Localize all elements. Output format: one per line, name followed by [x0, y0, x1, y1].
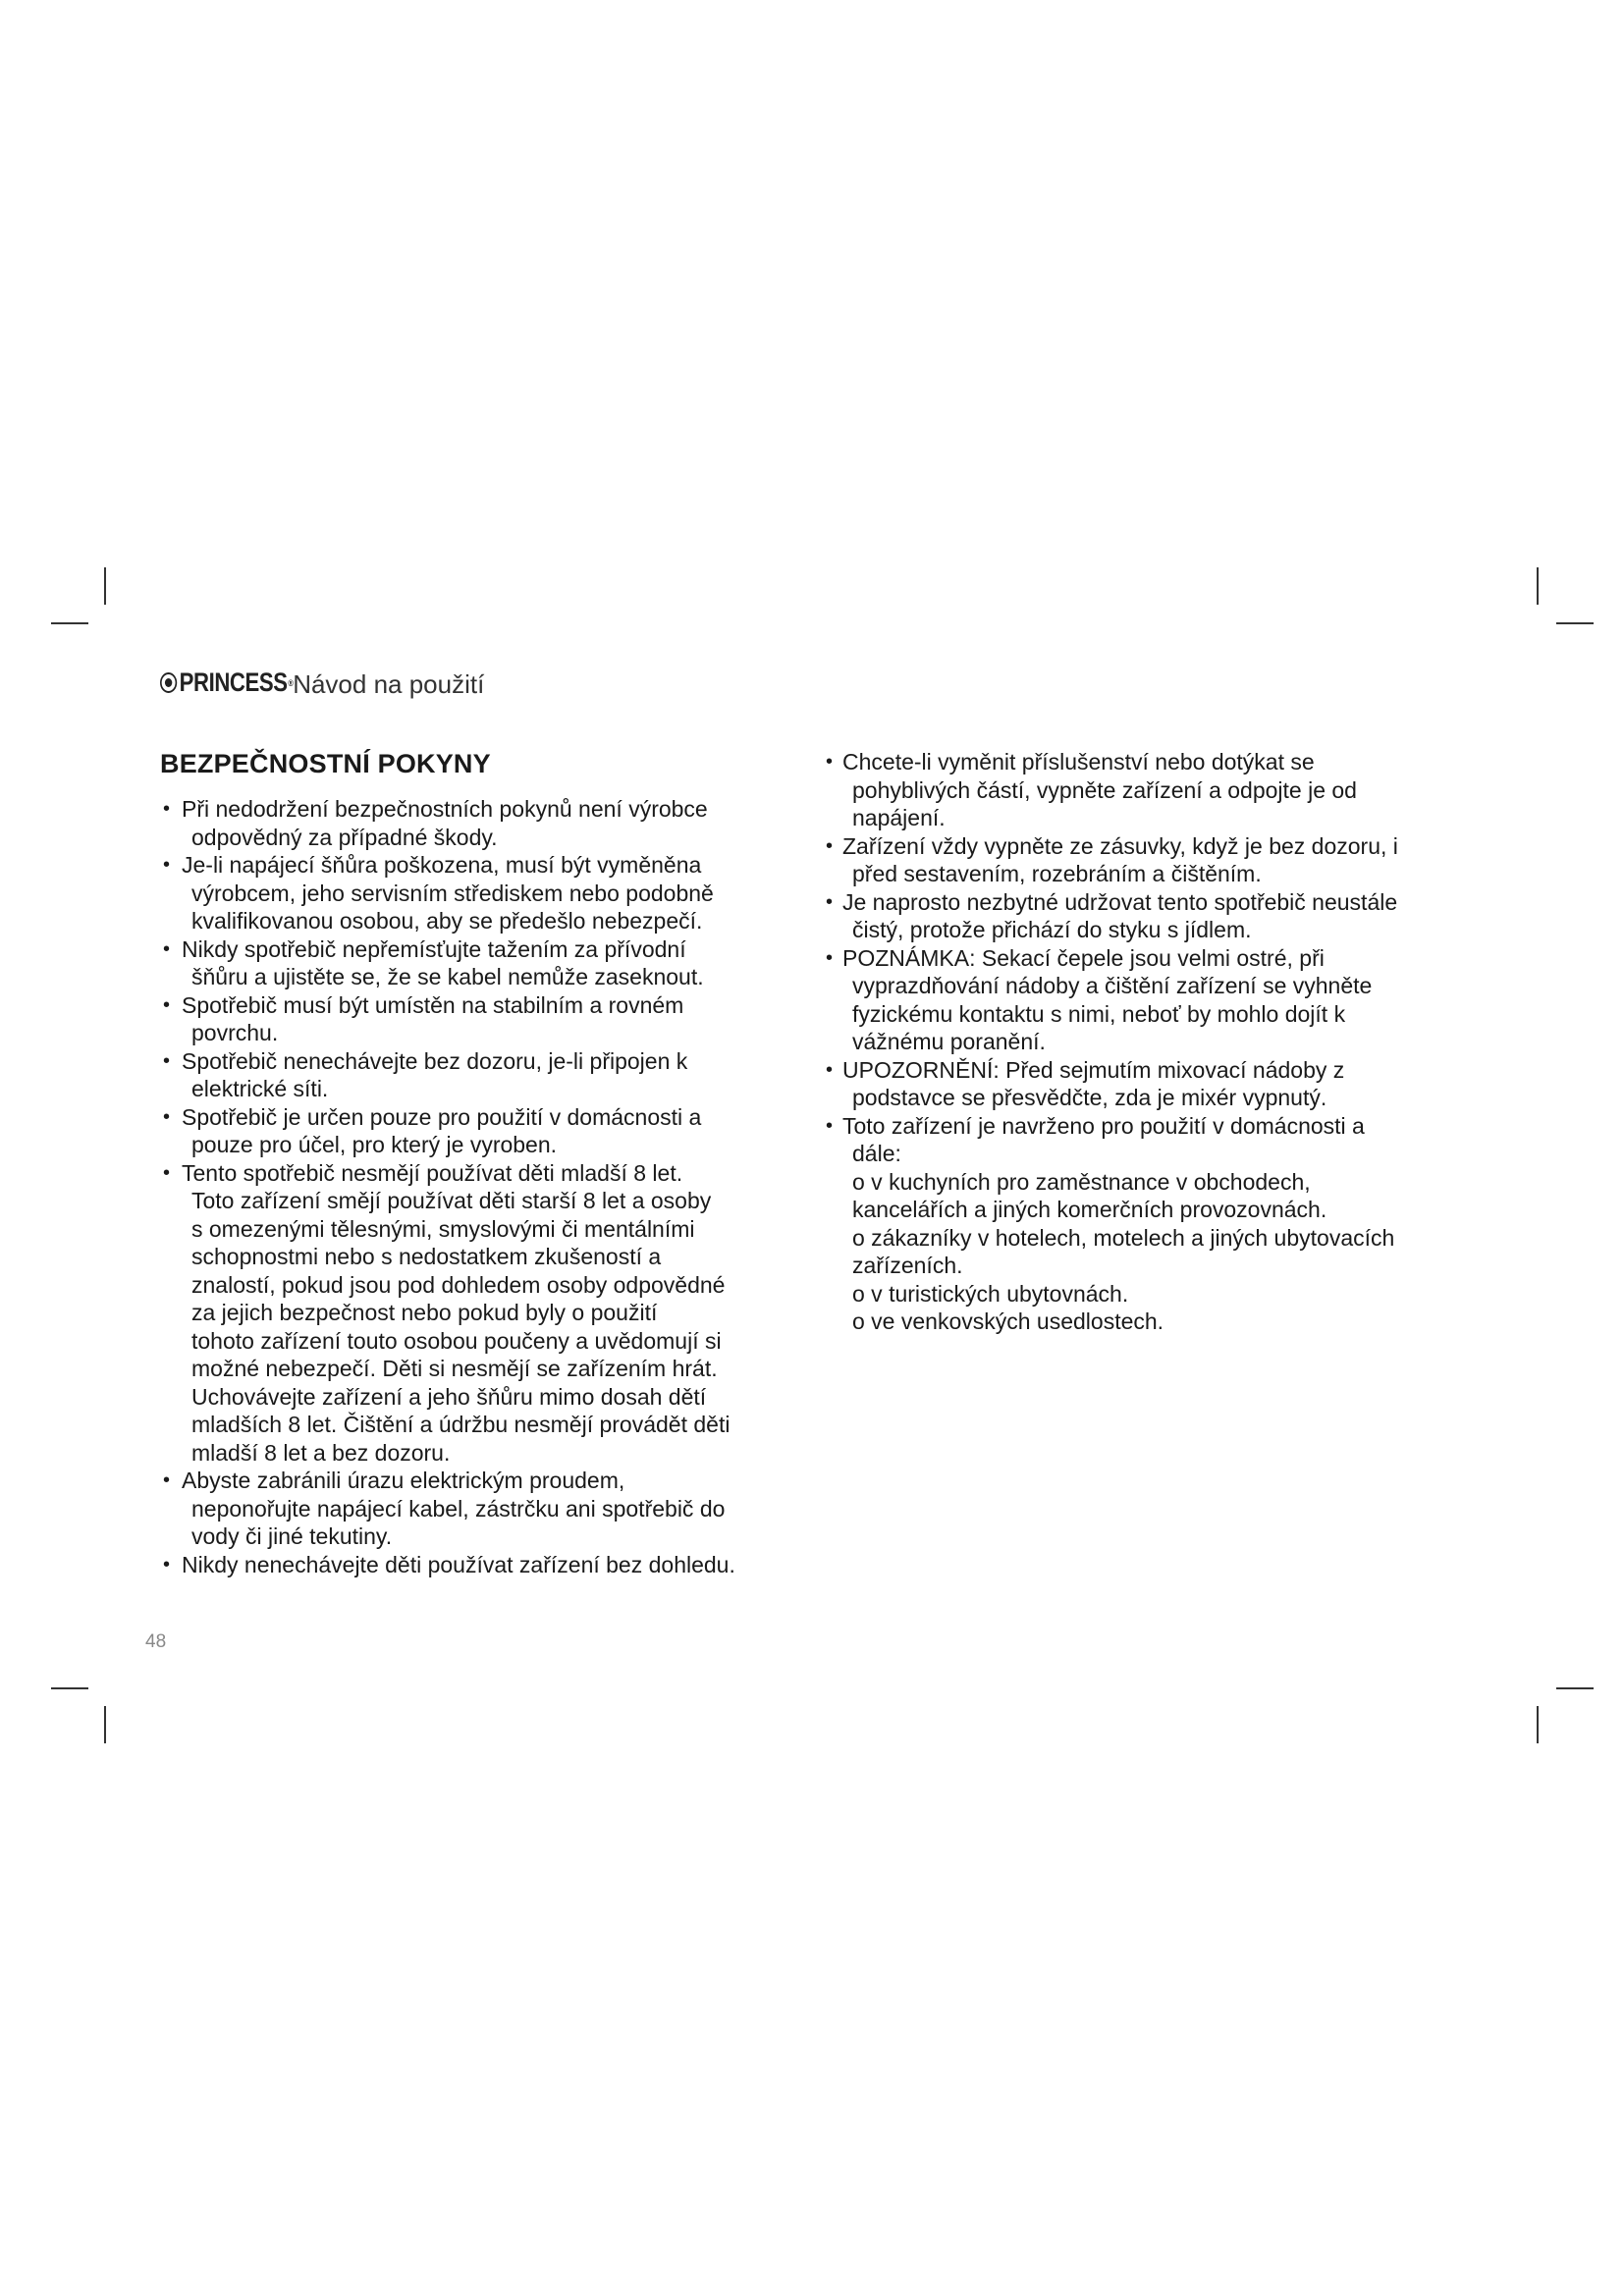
list-item-line: fyzickému kontaktu s nimi, neboť by mohlo dojít k	[852, 1000, 1346, 1027]
list-item-line: Tento spotřebič nesmějí používat děti mladší 8 let.	[182, 1159, 683, 1186]
crop-mark-top-right-v	[1537, 567, 1539, 605]
bullet-icon: •	[163, 1469, 171, 1491]
list-item-line: o zákazníky v hotelech, motelech a jiných ubytovacích	[852, 1224, 1395, 1251]
list-item-line: vyprazdňování nádoby a čištění zařízení se vyhněte	[852, 973, 1373, 998]
list-item-line: o v kuchyních pro zaměstnance v obchodech,	[852, 1168, 1311, 1195]
list-item-line: POZNÁMKA: Sekací čepele jsou velmi ostré, při	[842, 944, 1325, 971]
list-item-line: zařízeních.	[852, 1253, 963, 1278]
list-item-line: dále:	[852, 1141, 901, 1166]
list-item-line: mladších 8 let. Čištění a údržbu nesmějí provádět děti	[191, 1412, 731, 1437]
document-title: Návod na použití	[293, 669, 485, 699]
list-item-line: Spotřebič musí být umístěn na stabilním a rovném	[182, 991, 684, 1018]
list-item	[823, 944, 1461, 1056]
left-column	[160, 749, 798, 1578]
bullet-icon: •	[163, 1161, 171, 1184]
list-item-line: Toto zařízení smějí používat děti starší 8 let a osoby	[191, 1188, 712, 1213]
list-item-line: povrchu.	[191, 1020, 279, 1045]
list-item-line: Při nedodržení bezpečnostních pokynů není výrobce	[182, 796, 708, 822]
list-item-line: výrobcem, jeho servisním střediskem nebo podobně	[191, 880, 714, 906]
list-item	[823, 1056, 1461, 1112]
list-item-line: pouze pro účel, pro který je vyroben.	[191, 1132, 558, 1157]
list-item	[160, 851, 798, 935]
list-item-line: pohyblivých částí, vypněte zařízení a odpojte je od	[852, 776, 1357, 803]
list-item	[823, 888, 1461, 944]
list-item-line: o ve venkovských usedlostech.	[852, 1308, 1164, 1334]
bullet-icon: •	[826, 1114, 834, 1137]
list-item	[160, 1103, 798, 1159]
list-item	[160, 1467, 798, 1551]
brand-name: PRINCESS	[179, 667, 288, 697]
list-item-line: vody či jiné tekutiny.	[191, 1523, 393, 1549]
list-item-line: před sestavením, rozebráním a čištěním.	[852, 861, 1262, 886]
list-item-line: UPOZORNĚNÍ: Před sejmutím mixovací nádoby z	[842, 1056, 1345, 1083]
crop-mark-bottom-right-h	[1556, 1687, 1594, 1689]
safety-list-left	[160, 795, 798, 1578]
list-item-line: čistý, protože přichází do styku s jídlem.	[852, 917, 1252, 942]
list-item	[823, 832, 1461, 888]
crop-mark-top-left-v	[104, 567, 106, 605]
bullet-icon: •	[826, 1058, 834, 1081]
bullet-icon: •	[163, 798, 171, 820]
crop-mark-bottom-right-v	[1537, 1706, 1539, 1743]
list-item-line: tohoto zařízení touto osobou poučeny a uvědomují si	[191, 1327, 722, 1354]
bullet-icon: •	[163, 1553, 171, 1575]
list-item-line: možné nebezpečí. Děti si nesmějí se zařízením hrát.	[191, 1356, 718, 1381]
crop-mark-top-left-h	[51, 622, 88, 624]
list-item-line: Je naprosto nezbytné udržovat tento spotřebič neustále	[842, 888, 1398, 915]
crop-mark-top-right-h	[1556, 622, 1594, 624]
list-item	[823, 748, 1461, 832]
list-item-line: šňůru a ujistěte se, že se kabel nemůže zaseknout.	[191, 964, 704, 989]
crop-mark-bottom-left-v	[104, 1706, 106, 1743]
page-number: 48	[145, 1631, 167, 1652]
list-item-line: vážnému poranění.	[852, 1029, 1046, 1054]
list-item-line: Spotřebič nenechávejte bez dozoru, je-li připojen k	[182, 1047, 688, 1074]
list-item-line: Je-li napájecí šňůra poškozena, musí být vyměněna	[182, 852, 702, 878]
bullet-icon: •	[163, 854, 171, 876]
bullet-icon: •	[163, 937, 171, 960]
bullet-icon: •	[826, 890, 834, 913]
bullet-icon: •	[826, 946, 834, 969]
crop-mark-bottom-left-h	[51, 1687, 88, 1689]
list-item-line: napájení.	[852, 805, 946, 830]
safety-list-right	[823, 748, 1461, 1336]
list-item-line: Zařízení vždy vypněte ze zásuvky, když je bez dozoru, i	[842, 832, 1398, 859]
bullet-icon: •	[163, 1105, 171, 1128]
list-item-line: neponořujte napájecí kabel, zástrčku ani spotřebič do	[191, 1495, 726, 1522]
list-item-line: mladší 8 let a bez dozoru.	[191, 1439, 451, 1466]
list-item-line: Abyste zabránili úrazu elektrickým proudem,	[182, 1468, 625, 1493]
list-item-line: s omezenými tělesnými, smyslovými či mentálními	[191, 1215, 695, 1242]
list-item-line: Uchovávejte zařízení a jeho šňůru mimo dosah dětí	[191, 1383, 707, 1410]
list-item-line: kancelářích a jiných komerčních provozovnách.	[852, 1197, 1327, 1222]
list-item-line: Chcete-li vyměnit příslušenství nebo dotýkat se	[842, 749, 1315, 774]
list-item	[823, 1112, 1461, 1336]
brand-logo: PRINCESS ®	[160, 667, 293, 698]
page-header	[160, 667, 484, 707]
section-title: BEZPEČNOSTNÍ POKYNY	[160, 749, 491, 778]
bullet-icon: •	[826, 834, 834, 857]
list-item-line: odpovědný za případné škody.	[191, 824, 498, 850]
list-item-line: elektrické síti.	[191, 1076, 329, 1101]
list-item-line: Spotřebič je určen pouze pro použití v domácnosti a	[182, 1103, 702, 1130]
bullet-icon: •	[163, 993, 171, 1016]
list-item-line: Toto zařízení je navrženo pro použití v domácnosti a	[842, 1112, 1365, 1139]
list-item	[160, 795, 798, 851]
right-column	[823, 748, 1461, 1336]
list-item-line: podstavce se přesvědčte, zda je mixér vypnutý.	[852, 1085, 1327, 1110]
brand-crest-icon	[160, 672, 177, 693]
list-item	[160, 1159, 798, 1468]
list-item-line: kvalifikovanou osobou, aby se předešlo nebezpečí.	[191, 908, 703, 934]
list-item-line: schopnostmi nebo s nedostatkem zkušeností a	[191, 1244, 662, 1269]
list-item	[160, 935, 798, 991]
list-item	[160, 991, 798, 1047]
list-item-line: za jejich bezpečnost nebo pokud byly o použití	[191, 1300, 658, 1325]
bullet-icon: •	[163, 1049, 171, 1072]
list-item-line: o v turistických ubytovnách.	[852, 1280, 1129, 1307]
list-item-line: Nikdy spotřebič nepřemísťujte tažením za přívodní	[182, 935, 686, 962]
bullet-icon: •	[826, 751, 834, 773]
list-item-line: Nikdy nenechávejte děti používat zařízení bez dohledu.	[182, 1551, 735, 1577]
list-item	[160, 1047, 798, 1103]
list-item	[160, 1551, 798, 1579]
list-item-line: znalostí, pokud jsou pod dohledem osoby odpovědné	[191, 1271, 726, 1298]
